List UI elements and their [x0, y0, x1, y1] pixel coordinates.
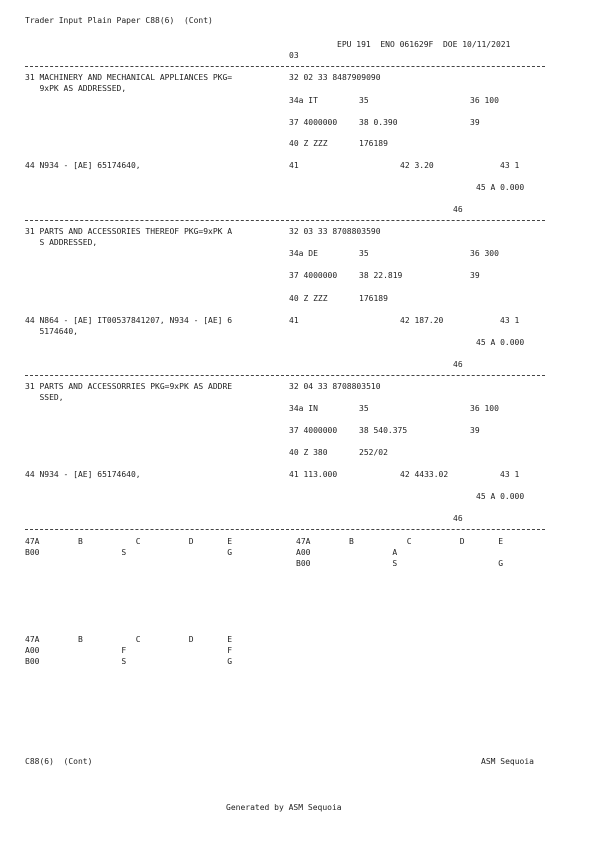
generated-by-note: Generated by ASM Sequoia	[226, 803, 342, 812]
box42-price: 42 3.20	[400, 161, 434, 170]
box40-value: 176189	[359, 294, 388, 303]
box43: 43 1	[500, 316, 520, 325]
document-title: Trader Input Plain Paper C88(6) (Cont)	[25, 16, 213, 25]
box45: 45 A 0.000	[476, 338, 525, 347]
box42-price: 42 187.20	[400, 316, 444, 325]
box37-procedure: 37 4000000	[289, 118, 338, 127]
box47-row: A00 F F	[25, 646, 233, 655]
box39: 39	[470, 118, 480, 127]
box46: 46	[453, 360, 463, 369]
box34a-origin: 34a DE	[289, 249, 318, 258]
box47-row: B00 S G	[25, 548, 233, 557]
box38-mass: 38 0.390	[359, 118, 398, 127]
box45: 45 A 0.000	[476, 492, 525, 501]
box44-additional-info: 44 N934 - [AE] 65174640,	[25, 161, 141, 170]
box44-additional-info: 44 N934 - [AE] 65174640,	[25, 470, 141, 479]
separator-rule	[25, 529, 545, 530]
box47-header: 47A B C D E	[25, 537, 233, 546]
box36: 36 100	[470, 96, 499, 105]
box46: 46	[453, 205, 463, 214]
box40-prev-doc: 40 Z ZZZ	[289, 139, 328, 148]
item-description: 31 MACHINERY AND MECHANICAL APPLIANCES PKG=	[25, 73, 233, 82]
box45: 45 A 0.000	[476, 183, 525, 192]
item-description-cont: 9xPK AS ADDRESSED,	[25, 84, 127, 93]
box35: 35	[359, 249, 369, 258]
item-description-cont: S ADDRESSED,	[25, 238, 98, 247]
box36: 36 100	[470, 404, 499, 413]
box47-row: B00 S G	[296, 559, 504, 568]
box41: 41	[289, 161, 299, 170]
header-references-line2: 03	[289, 51, 299, 60]
box39: 39	[470, 271, 480, 280]
box43: 43 1	[500, 470, 520, 479]
box36: 36 300	[470, 249, 499, 258]
item-description: 31 PARTS AND ACCESSORRIES PKG=9xPK AS ADDRE	[25, 382, 233, 391]
box40-prev-doc: 40 Z ZZZ	[289, 294, 328, 303]
box46: 46	[453, 514, 463, 523]
box47-header: 47A B C D E	[25, 635, 233, 644]
item-description: 31 PARTS AND ACCESSORIES THEREOF PKG=9xPK A	[25, 227, 233, 236]
footer-vendor: ASM Sequoia	[481, 757, 534, 766]
box35: 35	[359, 96, 369, 105]
box47-row: B00 S G	[25, 657, 233, 666]
box47-row: A00 A	[296, 548, 398, 557]
box35: 35	[359, 404, 369, 413]
box34a-origin: 34a IT	[289, 96, 318, 105]
header-references: EPU 191 ENO 061629F DOE 10/11/2021	[337, 40, 511, 49]
box38-mass: 38 22.819	[359, 271, 403, 280]
box41: 41 113.000	[289, 470, 338, 479]
separator-rule	[25, 220, 545, 221]
box38-mass: 38 540.375	[359, 426, 408, 435]
box40-prev-doc: 40 Z 380	[289, 448, 328, 457]
box32-commodity: 32 04 33 8708803510	[289, 382, 381, 391]
footer-form-ref: C88(6) (Cont)	[25, 757, 93, 766]
item-description-cont: SSED,	[25, 393, 64, 402]
box42-price: 42 4433.02	[400, 470, 449, 479]
box32-commodity: 32 02 33 8487909090	[289, 73, 381, 82]
box32-commodity: 32 03 33 8708803590	[289, 227, 381, 236]
box40-value: 252/02	[359, 448, 388, 457]
box41: 41	[289, 316, 299, 325]
separator-rule	[25, 375, 545, 376]
box44-additional-info: 44 N864 - [AE] IT00537841207, N934 - [AE] 6	[25, 316, 233, 325]
box39: 39	[470, 426, 480, 435]
box37-procedure: 37 4000000	[289, 271, 338, 280]
box34a-origin: 34a IN	[289, 404, 318, 413]
box47-header: 47A B C D E	[296, 537, 504, 546]
separator-rule	[25, 66, 545, 67]
box44-additional-info-cont: 5174640,	[25, 327, 78, 336]
box43: 43 1	[500, 161, 520, 170]
box37-procedure: 37 4000000	[289, 426, 338, 435]
box40-value: 176189	[359, 139, 388, 148]
